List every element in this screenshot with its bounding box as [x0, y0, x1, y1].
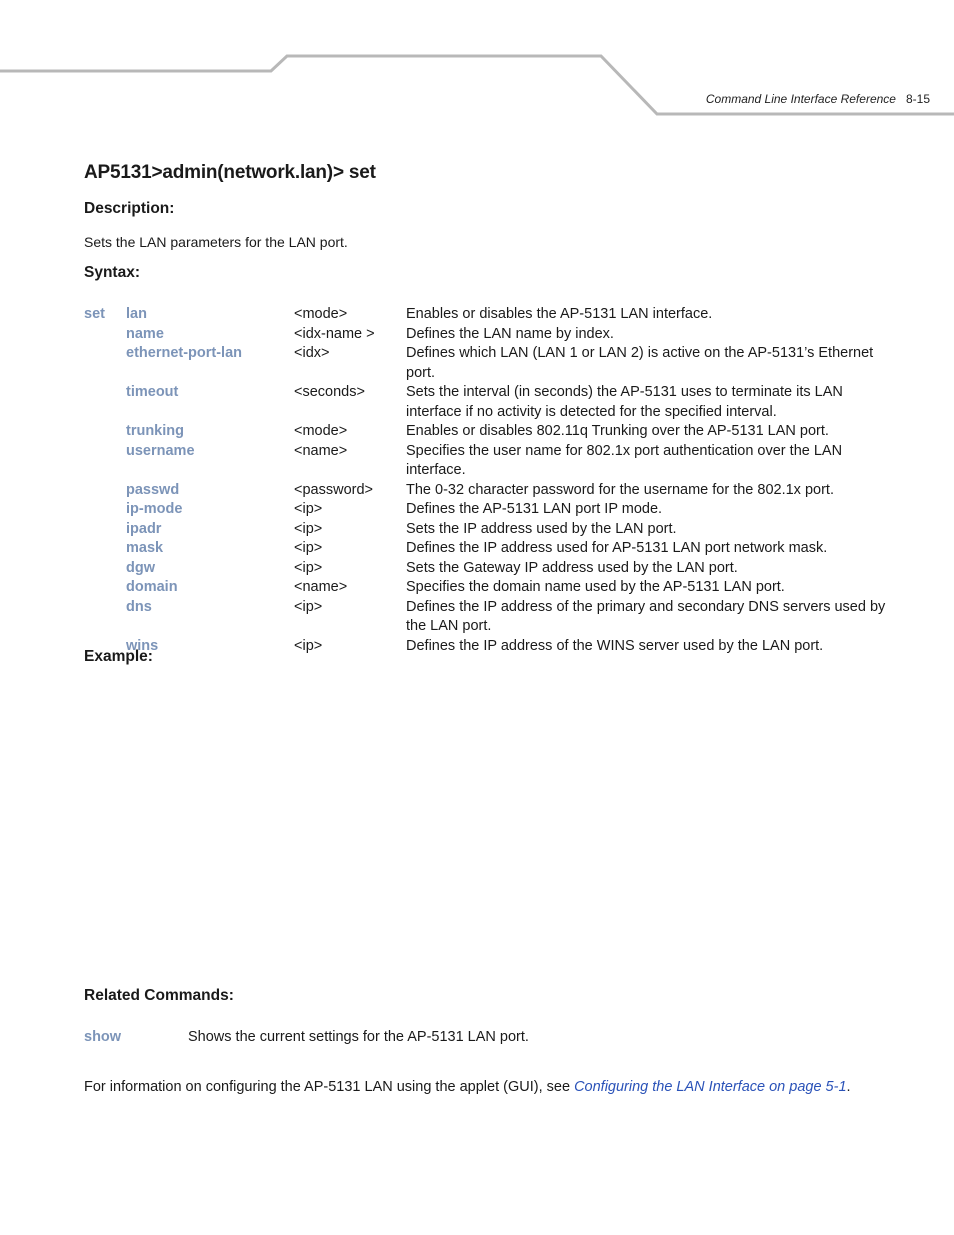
syntax-argument: <seconds>	[294, 384, 365, 400]
syntax-prefix: set	[84, 306, 105, 322]
syntax-argument: <password>	[294, 481, 373, 498]
syntax-argument: <idx-name >	[294, 325, 375, 342]
syntax-row	[84, 598, 904, 637]
syntax-argument: <ip>	[294, 598, 323, 615]
syntax-prefix-spacer	[84, 383, 126, 422]
syntax-keyword: name	[126, 325, 164, 342]
footer-note-text: For information on configuring the AP-5131 LAN using the applet (GUI), see	[84, 1079, 575, 1095]
syntax-prefix-spacer	[84, 559, 126, 579]
page-number: 8-15	[905, 92, 930, 106]
syntax-keyword: ip-mode	[126, 501, 183, 517]
syntax-prefix-spacer	[84, 325, 126, 345]
syntax-row	[84, 520, 904, 540]
syntax-keyword: trunking	[126, 423, 184, 439]
syntax-prefix-spacer	[84, 578, 126, 598]
running-header	[706, 92, 930, 106]
syntax-keyword: dns	[126, 598, 152, 615]
syntax-description: Defines the LAN name by index.	[406, 325, 614, 342]
syntax-argument: <ip>	[294, 637, 323, 654]
running-title: Command Line Interface Reference	[705, 92, 896, 106]
syntax-description: Sets the interval (in seconds) the AP-5131 uses to terminate its LAN interface if no activity is detected for the specified interval.	[406, 384, 843, 420]
footer-note	[84, 1078, 851, 1097]
syntax-heading: Syntax:	[84, 264, 140, 281]
syntax-keyword: domain	[126, 579, 178, 595]
syntax-description: Specifies the domain name used by the AP-5131 LAN port.	[406, 579, 785, 595]
syntax-argument: <name>	[294, 579, 348, 595]
syntax-keyword: dgw	[126, 559, 155, 576]
syntax-row	[84, 325, 904, 345]
syntax-keyword: username	[126, 442, 195, 459]
syntax-keyword: wins	[126, 637, 159, 654]
syntax-prefix-spacer	[84, 539, 126, 559]
syntax-row	[84, 481, 904, 501]
syntax-table	[84, 305, 904, 656]
description-heading: Description:	[84, 200, 175, 217]
syntax-description: Enables or disables the AP-5131 LAN interface.	[406, 306, 713, 322]
syntax-prefix-spacer	[84, 500, 126, 520]
syntax-row	[84, 305, 904, 325]
related-command-row	[84, 1028, 529, 1047]
syntax-prefix-spacer	[84, 442, 126, 481]
description-text: Sets the LAN parameters for the LAN port.	[84, 234, 348, 250]
syntax-description: Sets the IP address used by the LAN port.	[406, 520, 677, 537]
syntax-description: Defines the AP-5131 LAN port IP mode.	[406, 501, 663, 517]
syntax-row	[84, 344, 904, 383]
syntax-prefix-spacer	[84, 344, 126, 383]
syntax-prefix-spacer	[84, 598, 126, 637]
syntax-prefix-spacer	[84, 481, 126, 501]
syntax-description: Defines which LAN (LAN 1 or LAN 2) is active on the AP-5131’s Ethernet port.	[406, 345, 874, 381]
syntax-argument: <mode>	[294, 306, 348, 322]
syntax-prefix-spacer	[84, 422, 126, 442]
syntax-keyword: lan	[126, 306, 147, 322]
syntax-row	[84, 559, 904, 579]
syntax-row	[84, 500, 904, 520]
syntax-row	[84, 383, 904, 422]
syntax-row	[84, 637, 904, 657]
example-heading: Example:	[84, 648, 153, 665]
cross-reference-link[interactable]: Configuring the LAN Interface on page 5-1	[574, 1079, 847, 1095]
footer-note-end: .	[846, 1079, 851, 1095]
syntax-argument: <name>	[294, 442, 348, 459]
syntax-row	[84, 422, 904, 442]
syntax-description: Defines the IP address used for AP-5131 LAN port network mask.	[406, 540, 828, 556]
syntax-argument: <ip>	[294, 559, 323, 576]
syntax-argument: <mode>	[294, 423, 348, 439]
related-command-description: Shows the current settings for the AP-5131 LAN port.	[188, 1029, 529, 1045]
syntax-argument: <idx>	[294, 345, 330, 361]
syntax-argument: <ip>	[294, 501, 323, 517]
syntax-prefix-spacer	[84, 520, 126, 540]
syntax-keyword: ipadr	[126, 520, 162, 537]
syntax-argument: <ip>	[294, 540, 323, 556]
syntax-row	[84, 442, 904, 481]
syntax-keyword: passwd	[126, 481, 180, 498]
syntax-description: Enables or disables 802.11q Trunking over the AP-5131 LAN port.	[406, 423, 829, 439]
syntax-argument: <ip>	[294, 520, 323, 537]
syntax-description: The 0-32 character password for the username for the 802.1x port.	[406, 481, 834, 498]
syntax-description: Specifies the user name for 802.1x port authentication over the LAN interface.	[406, 442, 843, 478]
command-title: AP5131>admin(network.lan)> set	[84, 162, 376, 183]
syntax-keyword: ethernet-port-lan	[126, 345, 242, 361]
related-command-keyword: show	[84, 1029, 122, 1045]
syntax-keyword: mask	[126, 540, 164, 556]
syntax-description: Defines the IP address of the WINS server used by the LAN port.	[406, 637, 824, 654]
syntax-row	[84, 578, 904, 598]
syntax-keyword: timeout	[126, 384, 179, 400]
syntax-description: Sets the Gateway IP address used by the LAN port.	[406, 559, 738, 576]
syntax-row	[84, 539, 904, 559]
syntax-description: Defines the IP address of the primary and secondary DNS servers used by the LAN port.	[406, 598, 886, 634]
related-commands-heading: Related Commands:	[84, 987, 234, 1004]
